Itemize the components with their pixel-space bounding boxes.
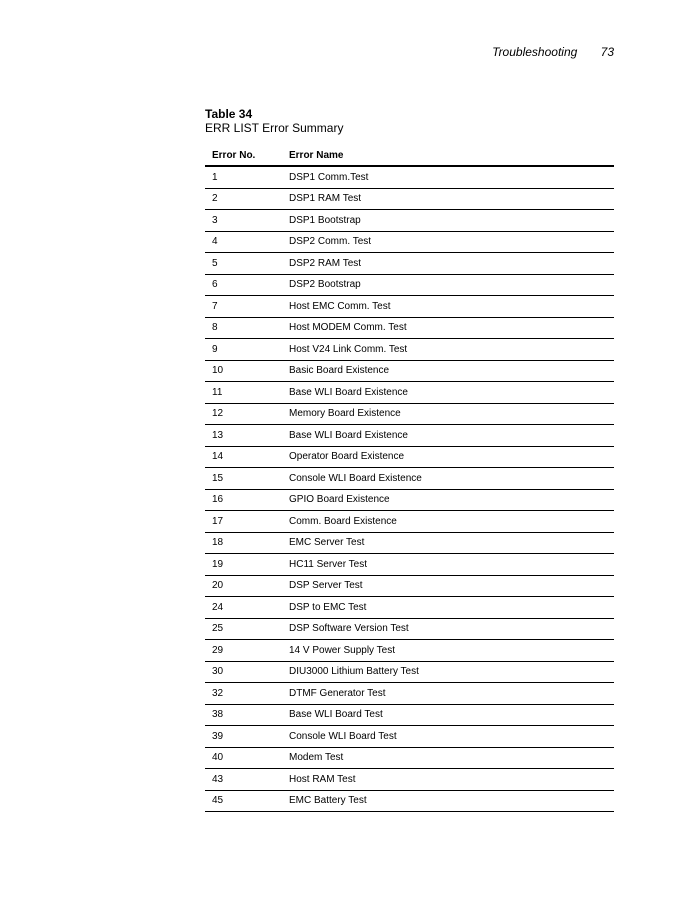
error-name-cell: DTMF Generator Test bbox=[282, 683, 614, 705]
error-name-cell: Host MODEM Comm. Test bbox=[282, 317, 614, 339]
error-name-cell: Base WLI Board Existence bbox=[282, 425, 614, 447]
error-name-cell: Memory Board Existence bbox=[282, 403, 614, 425]
table-row bbox=[205, 188, 614, 210]
table-row bbox=[205, 360, 614, 382]
table-row bbox=[205, 704, 614, 726]
table-row bbox=[205, 468, 614, 490]
table-row bbox=[205, 317, 614, 339]
table-row bbox=[205, 640, 614, 662]
error-number-cell: 40 bbox=[205, 747, 282, 769]
error-name-cell: Operator Board Existence bbox=[282, 446, 614, 468]
error-number-cell: 10 bbox=[205, 360, 282, 382]
table-row bbox=[205, 489, 614, 511]
error-number-cell: 43 bbox=[205, 769, 282, 791]
error-name-cell: DSP2 Comm. Test bbox=[282, 231, 614, 253]
error-name-cell: Host EMC Comm. Test bbox=[282, 296, 614, 318]
error-number-cell: 1 bbox=[205, 166, 282, 188]
error-number-cell: 25 bbox=[205, 618, 282, 640]
error-number-cell: 18 bbox=[205, 532, 282, 554]
table-row bbox=[205, 511, 614, 533]
error-number-cell: 30 bbox=[205, 661, 282, 683]
error-name-cell: GPIO Board Existence bbox=[282, 489, 614, 511]
table-block bbox=[205, 107, 614, 812]
error-name-cell: DSP to EMC Test bbox=[282, 597, 614, 619]
table-row bbox=[205, 661, 614, 683]
page-number: 73 bbox=[600, 45, 614, 59]
error-name-cell: HC11 Server Test bbox=[282, 554, 614, 576]
error-number-cell: 19 bbox=[205, 554, 282, 576]
table-row bbox=[205, 554, 614, 576]
error-name-cell: Basic Board Existence bbox=[282, 360, 614, 382]
error-number-cell: 38 bbox=[205, 704, 282, 726]
error-number-cell: 3 bbox=[205, 210, 282, 232]
table-row bbox=[205, 446, 614, 468]
table-row bbox=[205, 747, 614, 769]
error-number-cell: 15 bbox=[205, 468, 282, 490]
table-row bbox=[205, 296, 614, 318]
error-name-cell: DSP Server Test bbox=[282, 575, 614, 597]
error-name-cell: Modem Test bbox=[282, 747, 614, 769]
table-row bbox=[205, 231, 614, 253]
error-number-cell: 45 bbox=[205, 790, 282, 812]
table-row bbox=[205, 597, 614, 619]
table-row bbox=[205, 769, 614, 791]
error-name-cell: Console WLI Board Existence bbox=[282, 468, 614, 490]
error-number-cell: 16 bbox=[205, 489, 282, 511]
table-row bbox=[205, 166, 614, 188]
column-header-error-no: Error No. bbox=[205, 146, 282, 166]
table-title: ERR LIST Error Summary bbox=[205, 121, 344, 135]
error-name-cell: EMC Server Test bbox=[282, 532, 614, 554]
error-number-cell: 20 bbox=[205, 575, 282, 597]
table-row bbox=[205, 382, 614, 404]
error-name-cell: DSP2 RAM Test bbox=[282, 253, 614, 275]
table-row bbox=[205, 274, 614, 296]
error-name-cell: DSP Software Version Test bbox=[282, 618, 614, 640]
table-row bbox=[205, 790, 614, 812]
error-number-cell: 14 bbox=[205, 446, 282, 468]
error-number-cell: 8 bbox=[205, 317, 282, 339]
error-number-cell: 17 bbox=[205, 511, 282, 533]
error-name-cell: Base WLI Board Existence bbox=[282, 382, 614, 404]
table-row bbox=[205, 425, 614, 447]
error-number-cell: 39 bbox=[205, 726, 282, 748]
error-name-cell: Base WLI Board Test bbox=[282, 704, 614, 726]
error-name-cell: DSP1 RAM Test bbox=[282, 188, 614, 210]
error-number-cell: 32 bbox=[205, 683, 282, 705]
error-number-cell: 2 bbox=[205, 188, 282, 210]
running-header bbox=[0, 45, 614, 59]
error-name-cell: DIU3000 Lithium Battery Test bbox=[282, 661, 614, 683]
error-number-cell: 29 bbox=[205, 640, 282, 662]
error-number-cell: 7 bbox=[205, 296, 282, 318]
error-name-cell: Host V24 Link Comm. Test bbox=[282, 339, 614, 361]
table-row bbox=[205, 532, 614, 554]
table-row bbox=[205, 253, 614, 275]
error-number-cell: 5 bbox=[205, 253, 282, 275]
error-name-cell: DSP2 Bootstrap bbox=[282, 274, 614, 296]
error-number-cell: 6 bbox=[205, 274, 282, 296]
error-number-cell: 9 bbox=[205, 339, 282, 361]
table-row bbox=[205, 618, 614, 640]
error-summary-table bbox=[205, 146, 614, 812]
table-row bbox=[205, 403, 614, 425]
error-name-cell: Host RAM Test bbox=[282, 769, 614, 791]
error-name-cell: DSP1 Comm.Test bbox=[282, 166, 614, 188]
table-row bbox=[205, 339, 614, 361]
error-name-cell: Comm. Board Existence bbox=[282, 511, 614, 533]
table-row bbox=[205, 575, 614, 597]
table-row bbox=[205, 210, 614, 232]
error-name-cell: Console WLI Board Test bbox=[282, 726, 614, 748]
error-number-cell: 24 bbox=[205, 597, 282, 619]
table-body bbox=[205, 166, 614, 812]
error-name-cell: EMC Battery Test bbox=[282, 790, 614, 812]
error-number-cell: 11 bbox=[205, 382, 282, 404]
column-header-error-name: Error Name bbox=[282, 146, 614, 166]
table-number: Table 34 bbox=[205, 107, 253, 121]
error-number-cell: 4 bbox=[205, 231, 282, 253]
error-name-cell: 14 V Power Supply Test bbox=[282, 640, 614, 662]
section-title: Troubleshooting bbox=[492, 45, 578, 59]
error-name-cell: DSP1 Bootstrap bbox=[282, 210, 614, 232]
error-number-cell: 12 bbox=[205, 403, 282, 425]
table-header-row bbox=[205, 146, 614, 166]
table-row bbox=[205, 683, 614, 705]
table-row bbox=[205, 726, 614, 748]
error-number-cell: 13 bbox=[205, 425, 282, 447]
